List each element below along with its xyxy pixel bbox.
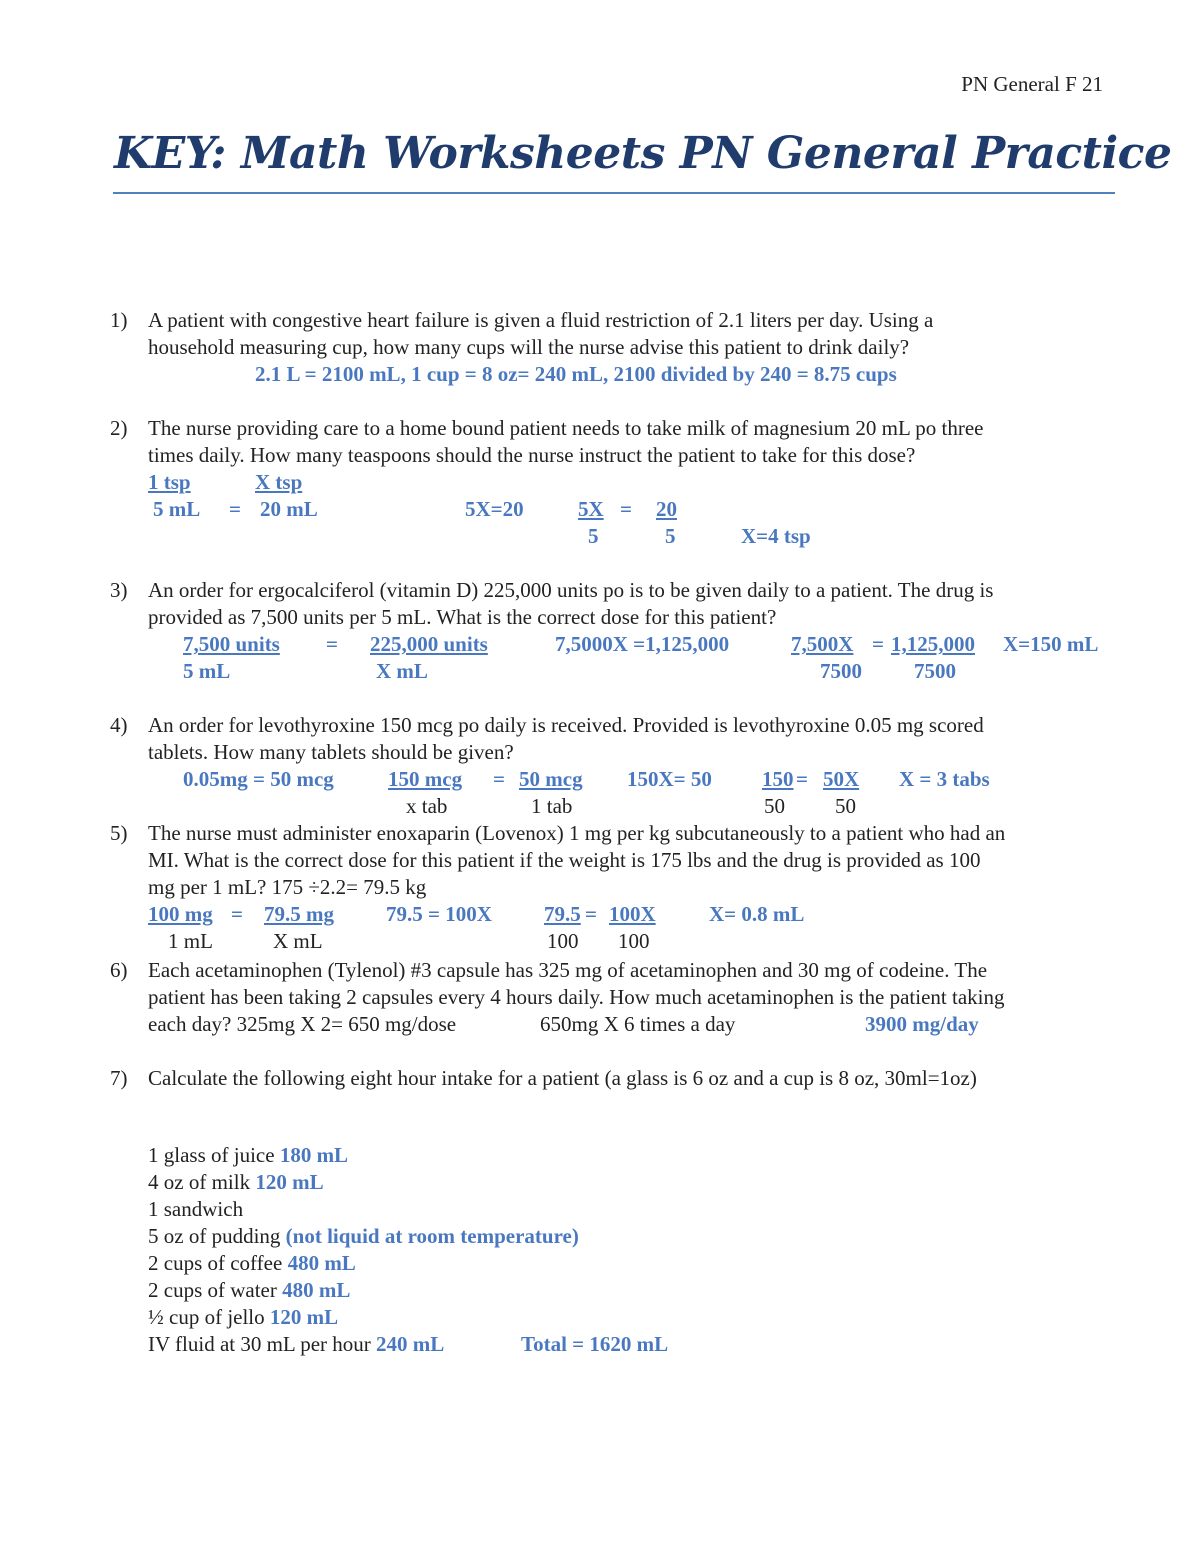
q4-work: 50X — [823, 767, 860, 791]
q2-work: 5 mL — [153, 497, 201, 521]
q2-work: X tsp — [255, 470, 303, 494]
q2-work: 5 — [588, 524, 599, 548]
q2-work: 20 — [656, 497, 677, 521]
q4-answer: X = 3 tabs — [899, 767, 990, 791]
intake-item: ½ cup of jello 120 mL — [148, 1305, 339, 1329]
intake-item: 4 oz of milk 120 mL — [148, 1170, 324, 1194]
q2-work: 5 — [665, 524, 676, 548]
q2-work: 5X — [578, 497, 604, 521]
q6-line1: Each acetaminophen (Tylenol) #3 capsule has 325 mg of acetaminophen and 30 mg of codeine. The — [148, 958, 988, 982]
q3-answer: X=150 mL — [1003, 632, 1099, 656]
q7-line1: Calculate the following eight hour intake for a patient (a glass is 6 oz and a cup is 8 oz, 30ml=1oz) — [148, 1066, 977, 1090]
q3-work: 7500 — [820, 659, 862, 683]
q3-line2: provided as 7,500 units per 5 mL. What is the correct dose for this patient? — [148, 605, 777, 629]
intake-item: IV fluid at 30 mL per hour 240 mL — [148, 1332, 445, 1356]
q4-line1: An order for levothyroxine 150 mcg po daily is received. Provided is levothyroxine 0.05 mg scored — [148, 713, 984, 737]
intake-item: 2 cups of coffee 480 mL — [148, 1251, 356, 1275]
q3-work: 1,125,000 — [891, 632, 975, 656]
q6-answer: 3900 mg/day — [865, 1012, 979, 1036]
q4-work: 50 — [764, 794, 785, 818]
q5-work: 79.5 mg — [264, 902, 334, 926]
q5-line2: MI. What is the correct dose for this patient if the weight is 175 lbs and the drug is provided as 100 — [148, 848, 981, 872]
q4-line2: tablets. How many tablets should be given? — [148, 740, 514, 764]
q5-work: 79.5 = 100X — [386, 902, 492, 926]
q5-work: 79.5 — [544, 902, 581, 926]
q4-work: 150 mcg — [388, 767, 463, 791]
q5-line3: mg per 1 mL? 175 ÷2.2= 79.5 kg — [148, 875, 427, 899]
q4-work: 150 — [762, 767, 794, 791]
q3-work: 7,5000X =1,125,000 — [555, 632, 730, 656]
q4-work: 50 mcg — [519, 767, 583, 791]
title-rule — [113, 192, 1115, 194]
q3-work: = — [872, 632, 884, 656]
q5-work: 1 mL — [168, 929, 213, 953]
q2-work: 1 tsp — [148, 470, 191, 494]
q2-work: = — [620, 497, 632, 521]
q6-line2: patient has been taking 2 capsules every 4 hours daily. How much acetaminophen is the patient taking — [148, 985, 1005, 1009]
q2-line2: times daily. How many teaspoons should the nurse instruct the patient to take for this dose? — [148, 443, 916, 467]
q1-number: 1) — [110, 308, 128, 332]
q5-work: 100 — [618, 929, 650, 953]
q5-work: 100 — [547, 929, 579, 953]
q6-line3: each day? 325mg X 2= 650 mg/dose — [148, 1012, 457, 1036]
q4-work: x tab — [406, 794, 448, 818]
q5-number: 5) — [110, 821, 128, 845]
q4-work: 1 tab — [531, 794, 573, 818]
q4-number: 4) — [110, 713, 128, 737]
q3-work: 225,000 units — [370, 632, 488, 656]
intake-item: 5 oz of pudding (not liquid at room temperature) — [148, 1224, 579, 1248]
q5-work: 100X — [609, 902, 656, 926]
q3-work: 7,500 units — [183, 632, 280, 656]
q7-number: 7) — [110, 1066, 128, 1090]
q3-line1: An order for ergocalciferol (vitamin D) 225,000 units po is to be given daily to a patient. The drug is — [148, 578, 994, 602]
q3-number: 3) — [110, 578, 128, 602]
q3-work: 7500 — [914, 659, 956, 683]
q3-work: 7,500X — [791, 632, 854, 656]
q2-number: 2) — [110, 416, 128, 440]
page-header: PN General F 21 — [961, 72, 1103, 96]
q5-work: X mL — [273, 929, 323, 953]
q4-work: = — [493, 767, 505, 791]
q6-work: 650mg X 6 times a day — [540, 1012, 736, 1036]
page-title: KEY: Math Worksheets PN General Practice — [114, 128, 1172, 179]
q2-work: 20 mL — [260, 497, 318, 521]
q2-line1: The nurse providing care to a home bound patient needs to take milk of magnesium 20 mL po three — [148, 416, 984, 440]
q5-line1: The nurse must administer enoxaparin (Lovenox) 1 mg per kg subcutaneously to a patient who had an — [148, 821, 1006, 845]
q5-work: 100 mg — [148, 902, 213, 926]
q5-answer: X= 0.8 mL — [709, 902, 805, 926]
q5-work: = — [231, 902, 243, 926]
intake-item: 1 glass of juice 180 mL — [148, 1143, 349, 1167]
q3-work: 5 mL — [183, 659, 231, 683]
intake-total: Total = 1620 mL — [521, 1332, 669, 1356]
q5-work: = — [585, 902, 597, 926]
q4-work: 0.05mg = 50 mcg — [183, 767, 334, 791]
q6-number: 6) — [110, 958, 128, 982]
q2-answer: X=4 tsp — [741, 524, 811, 548]
q4-work: = — [796, 767, 808, 791]
q1-line2: household measuring cup, how many cups will the nurse advise this patient to drink daily? — [148, 335, 910, 359]
intake-item: 2 cups of water 480 mL — [148, 1278, 351, 1302]
q3-work: X mL — [376, 659, 428, 683]
intake-item: 1 sandwich — [148, 1197, 244, 1221]
q4-work: 50 — [835, 794, 856, 818]
q1-line1: A patient with congestive heart failure is given a fluid restriction of 2.1 liters per day. Using a — [148, 308, 934, 332]
q3-work: = — [326, 632, 338, 656]
q1-answer: 2.1 L = 2100 mL, 1 cup = 8 oz= 240 mL, 2100 divided by 240 = 8.75 cups — [255, 362, 897, 386]
q2-work: = — [229, 497, 241, 521]
q2-work: 5X=20 — [465, 497, 524, 521]
q4-work: 150X= 50 — [627, 767, 712, 791]
